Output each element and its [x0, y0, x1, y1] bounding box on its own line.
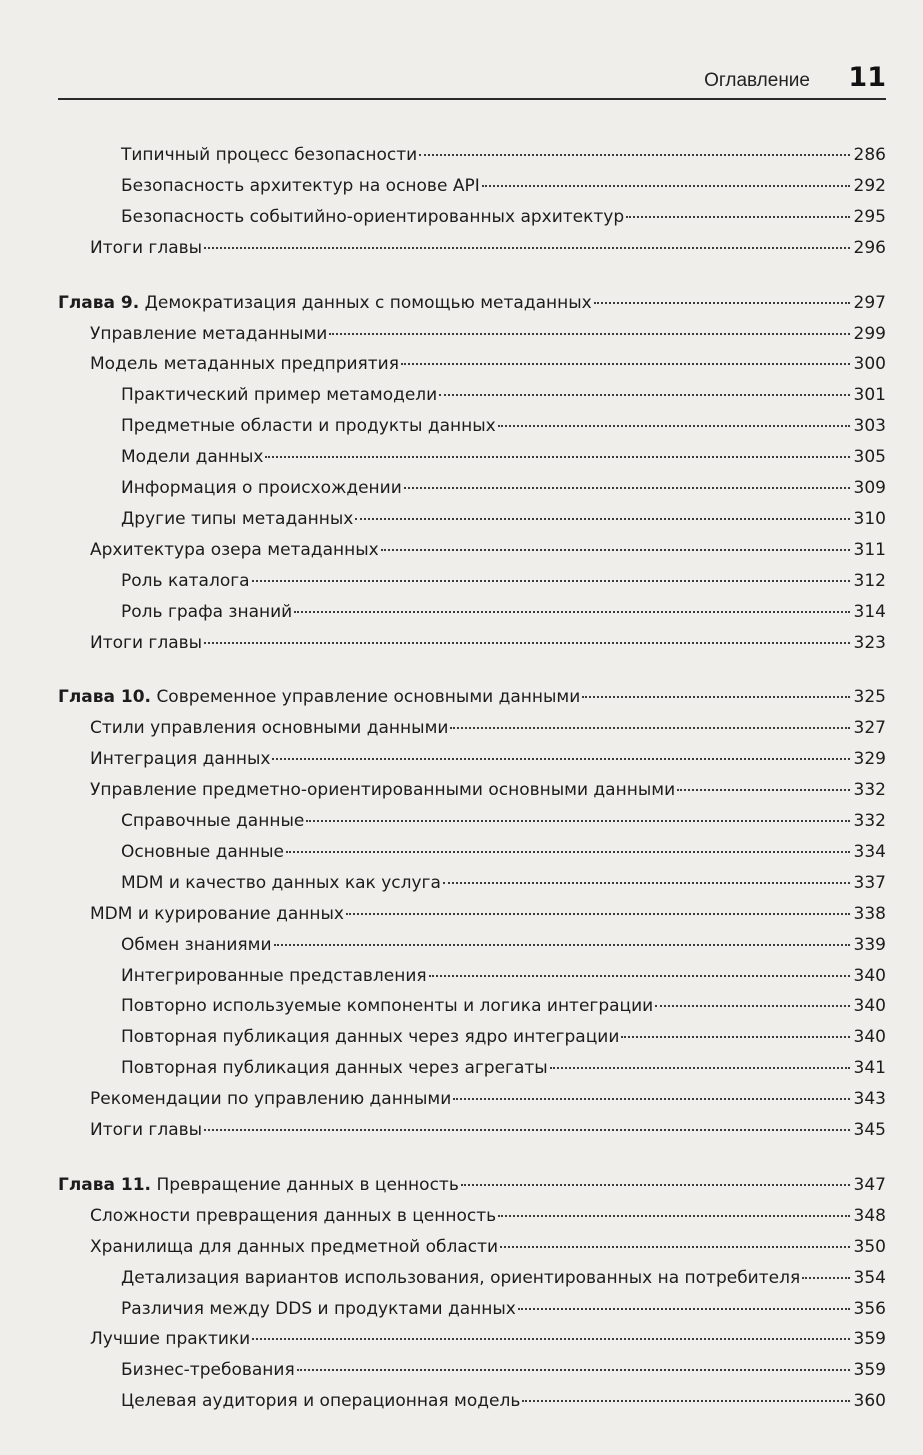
- toc-entry: [90, 775, 886, 805]
- entry-text: [58, 682, 580, 712]
- entry-page-number: 309: [853, 478, 886, 498]
- dot-leader: [621, 1036, 850, 1038]
- entry-title: Повторная публикация данных через ядро интеграции: [121, 1027, 620, 1048]
- toc-entry: [121, 930, 886, 960]
- dot-leader: [401, 363, 850, 365]
- entry-page-number: 340: [853, 965, 886, 986]
- dot-leader: [429, 975, 850, 977]
- dot-leader: [274, 944, 850, 946]
- entry-text: [121, 202, 624, 232]
- entry-title: Роль графа знаний: [121, 601, 293, 622]
- entry-text: [121, 1294, 516, 1324]
- dot-leader: [594, 302, 850, 304]
- entry-title: Обмен знаниями: [121, 934, 272, 955]
- entry-page-number: 329: [853, 749, 886, 770]
- entry-title: Повторная публикация данных через агрегаты: [121, 1058, 548, 1079]
- dot-leader: [522, 1400, 850, 1402]
- dot-leader: [204, 247, 850, 249]
- dot-leader: [297, 1369, 850, 1371]
- entry-text: [58, 1170, 459, 1200]
- toc-entry: [90, 349, 886, 379]
- dot-leader: [443, 882, 850, 884]
- entry-title: Модели данных: [121, 447, 264, 468]
- entry-text: [121, 806, 304, 836]
- entry-text: [90, 1084, 451, 1114]
- chapter-label: Глава 9.: [58, 292, 140, 313]
- entry-page-number: 314: [853, 601, 886, 622]
- entry-page-number: 341: [853, 1058, 886, 1079]
- dot-leader: [252, 1338, 850, 1340]
- entry-page-number: 356: [853, 1298, 886, 1319]
- entry-text: [121, 566, 250, 596]
- entry-title: Типичный процесс безопасности: [121, 145, 418, 165]
- toc-entry: [121, 1022, 886, 1052]
- entry-page-number: 311: [853, 539, 886, 560]
- toc-entry: [121, 473, 886, 503]
- toc-entry: [90, 628, 886, 658]
- entry-page-number: 325: [853, 687, 886, 708]
- toc-chapter-entry: [58, 1170, 886, 1200]
- entry-page-number: 297: [853, 292, 886, 313]
- entry-text: [90, 349, 399, 379]
- entry-page-number: 323: [853, 632, 886, 653]
- dot-leader: [450, 727, 850, 729]
- toc-entry: [90, 233, 886, 263]
- dot-leader: [500, 1246, 850, 1248]
- toc-entry: [121, 868, 886, 898]
- dot-leader: [294, 611, 850, 613]
- entry-text: [121, 380, 437, 410]
- entry-text: [121, 991, 653, 1021]
- entry-page-number: 300: [853, 354, 886, 375]
- entry-text: [90, 1201, 496, 1231]
- entry-title: Безопасность архитектур на основе API: [121, 175, 480, 196]
- chapter-label: Глава 11.: [58, 1174, 152, 1195]
- dot-leader: [518, 1308, 850, 1310]
- toc-entry: [121, 1355, 886, 1385]
- entry-page-number: 360: [853, 1391, 886, 1412]
- dot-leader: [286, 851, 850, 853]
- toc-entry: [90, 319, 886, 349]
- toc-entry: [121, 1263, 886, 1293]
- entry-page-number: 338: [853, 903, 886, 924]
- entry-page-number: 340: [853, 1027, 886, 1048]
- entry-page-number: 334: [853, 841, 886, 862]
- dot-leader: [252, 580, 850, 582]
- entry-text: [90, 233, 202, 263]
- entry-page-number: 310: [853, 508, 886, 529]
- dot-leader: [329, 333, 850, 335]
- toc-entry: [90, 1201, 886, 1231]
- toc-entry: [121, 1386, 886, 1416]
- entry-title: MDM и курирование данных: [90, 903, 344, 924]
- dot-leader: [306, 820, 850, 822]
- entry-title: Детализация вариантов использования, ориентированных на потребителя: [121, 1267, 801, 1288]
- entry-page-number: 286: [853, 145, 886, 165]
- toc-entry: [121, 202, 886, 232]
- toc-entry: [121, 171, 886, 201]
- entry-text: [121, 597, 292, 627]
- dot-leader: [381, 549, 850, 551]
- entry-page-number: 348: [853, 1205, 886, 1226]
- entry-page-number: 347: [853, 1174, 886, 1195]
- entry-title: Справочные данные: [121, 811, 305, 831]
- entry-title: Демократизация данных с помощью метаданных: [144, 292, 592, 313]
- entry-text: [121, 961, 427, 991]
- entry-page-number: 345: [853, 1120, 886, 1140]
- entry-text: [90, 535, 379, 565]
- entry-title: Управление предметно-ориентированными основными данными: [90, 780, 676, 801]
- entry-title: Целевая аудитория и операционная модель: [121, 1391, 521, 1412]
- entry-page-number: 292: [853, 175, 886, 196]
- dot-leader: [550, 1067, 850, 1069]
- entry-page-number: 332: [853, 811, 886, 831]
- dot-leader: [582, 696, 850, 698]
- entry-text: [121, 473, 402, 503]
- dot-leader: [655, 1005, 850, 1007]
- dot-leader: [204, 642, 850, 644]
- entry-title: Информация о происхождении: [121, 478, 402, 498]
- entry-page-number: 359: [853, 1360, 886, 1381]
- toc-entry: [121, 140, 886, 170]
- entry-text: [121, 411, 496, 441]
- entry-text: [90, 899, 344, 929]
- toc-entry: [121, 597, 886, 627]
- toc-entry: [121, 991, 886, 1021]
- entry-title: Основные данные: [121, 841, 284, 862]
- entry-title: Итоги главы: [90, 1120, 203, 1140]
- entry-title: Итоги главы: [90, 237, 203, 258]
- entry-text: [121, 1355, 295, 1385]
- entry-title: Бизнес-требования: [121, 1360, 295, 1381]
- toc-entry: [121, 566, 886, 596]
- entry-title: Практический пример метамодели: [121, 385, 438, 406]
- entry-page-number: 343: [853, 1089, 886, 1110]
- entry-title: Лучшие практики: [90, 1329, 251, 1350]
- toc-entry: [121, 504, 886, 534]
- entry-text: [121, 442, 263, 472]
- running-header: [58, 62, 886, 100]
- entry-title: Итоги главы: [90, 632, 203, 653]
- entry-title: Хранилища для данных предметной области: [90, 1236, 499, 1257]
- toc-entry: [121, 1053, 886, 1083]
- entry-page-number: 312: [853, 570, 886, 591]
- toc-entry: [121, 806, 886, 836]
- toc-entry: [90, 1115, 886, 1145]
- dot-leader: [498, 425, 850, 427]
- dot-leader: [626, 216, 850, 218]
- entry-text: [90, 628, 202, 658]
- toc-entry: [121, 380, 886, 410]
- entry-text: [121, 140, 417, 170]
- entry-title: Повторно используемые компоненты и логика интеграции: [121, 996, 654, 1017]
- dot-leader: [677, 789, 850, 791]
- entry-title: Архитектура озера метаданных: [90, 539, 379, 560]
- entry-text: [121, 868, 441, 898]
- entry-page-number: 295: [853, 206, 886, 227]
- entry-text: [121, 1022, 619, 1052]
- entry-page-number: 359: [853, 1329, 886, 1350]
- entry-text: [121, 1263, 800, 1293]
- toc-chapter-entry: [58, 682, 886, 712]
- entry-text: [121, 171, 480, 201]
- entry-title: Превращение данных в ценность: [156, 1174, 459, 1195]
- dot-leader: [404, 487, 850, 489]
- entry-text: [90, 1115, 202, 1145]
- dot-leader: [419, 154, 850, 156]
- toc-entry: [90, 1324, 886, 1354]
- entry-title: Роль каталога: [121, 570, 250, 591]
- entry-title: Интеграция данных: [90, 749, 271, 770]
- entry-title: Рекомендации по управлению данными: [90, 1089, 452, 1110]
- dot-leader: [482, 185, 850, 187]
- dot-leader: [272, 758, 850, 760]
- entry-title: Различия между DDS и продуктами данных: [121, 1298, 516, 1319]
- page-number: 11: [848, 62, 886, 93]
- entry-title: Современное управление основными данными: [156, 687, 581, 708]
- entry-text: [90, 1232, 498, 1262]
- entry-text: [90, 1324, 250, 1354]
- entry-page-number: 299: [853, 323, 886, 344]
- entry-title: MDM и качество данных как услуга: [121, 872, 441, 893]
- entry-page-number: 327: [853, 718, 886, 739]
- toc-entry: [90, 1232, 886, 1262]
- toc-entry: [121, 411, 886, 441]
- entry-page-number: 339: [853, 934, 886, 955]
- toc-entry: [121, 1294, 886, 1324]
- toc-entry: [90, 713, 886, 743]
- chapter-label: Глава 10.: [58, 687, 152, 708]
- dot-leader: [346, 913, 850, 915]
- entry-page-number: 354: [853, 1267, 886, 1288]
- entry-text: [58, 288, 592, 318]
- entry-text: [90, 713, 448, 743]
- entry-title: Интегрированные представления: [121, 965, 427, 986]
- entry-text: [121, 1053, 548, 1083]
- entry-title: Стили управления основными данными: [90, 718, 449, 739]
- entry-page-number: 305: [853, 447, 886, 468]
- toc-entry: [90, 535, 886, 565]
- toc-entry: [90, 1084, 886, 1114]
- dot-leader: [265, 456, 850, 458]
- dot-leader: [204, 1129, 850, 1131]
- toc-entry: [90, 744, 886, 774]
- entry-page-number: 332: [853, 780, 886, 801]
- toc-entry: [121, 961, 886, 991]
- entry-text: [121, 930, 272, 960]
- entry-text: [90, 775, 675, 805]
- toc-entry: [121, 837, 886, 867]
- dot-leader: [498, 1215, 850, 1217]
- dot-leader: [461, 1184, 850, 1186]
- toc-entry: [121, 442, 886, 472]
- toc-chapter-entry: [58, 288, 886, 318]
- entry-page-number: 301: [853, 385, 886, 406]
- entry-text: [121, 504, 353, 534]
- entry-page-number: 350: [853, 1236, 886, 1257]
- entry-text: [90, 319, 327, 349]
- entry-text: [121, 837, 284, 867]
- entry-text: [90, 744, 270, 774]
- entry-page-number: 337: [853, 872, 886, 893]
- entry-title: Сложности превращения данных в ценность: [90, 1205, 497, 1226]
- dot-leader: [439, 394, 850, 396]
- entry-page-number: 303: [853, 416, 886, 437]
- entry-title: Другие типы метаданных: [121, 508, 354, 529]
- entry-title: Предметные области и продукты данных: [121, 416, 496, 437]
- toc-entry: [90, 899, 886, 929]
- dot-leader: [802, 1277, 850, 1279]
- entry-title: Управление метаданными: [90, 323, 328, 344]
- entry-title: Безопасность событийно-ориентированных архитектур: [121, 206, 625, 227]
- entry-page-number: 340: [853, 996, 886, 1017]
- entry-text: [121, 1386, 520, 1416]
- entry-page-number: 296: [853, 237, 886, 258]
- dot-leader: [355, 518, 850, 520]
- entry-title: Модель метаданных предприятия: [90, 354, 399, 375]
- header-title: Оглавление: [704, 70, 810, 91]
- dot-leader: [453, 1098, 850, 1100]
